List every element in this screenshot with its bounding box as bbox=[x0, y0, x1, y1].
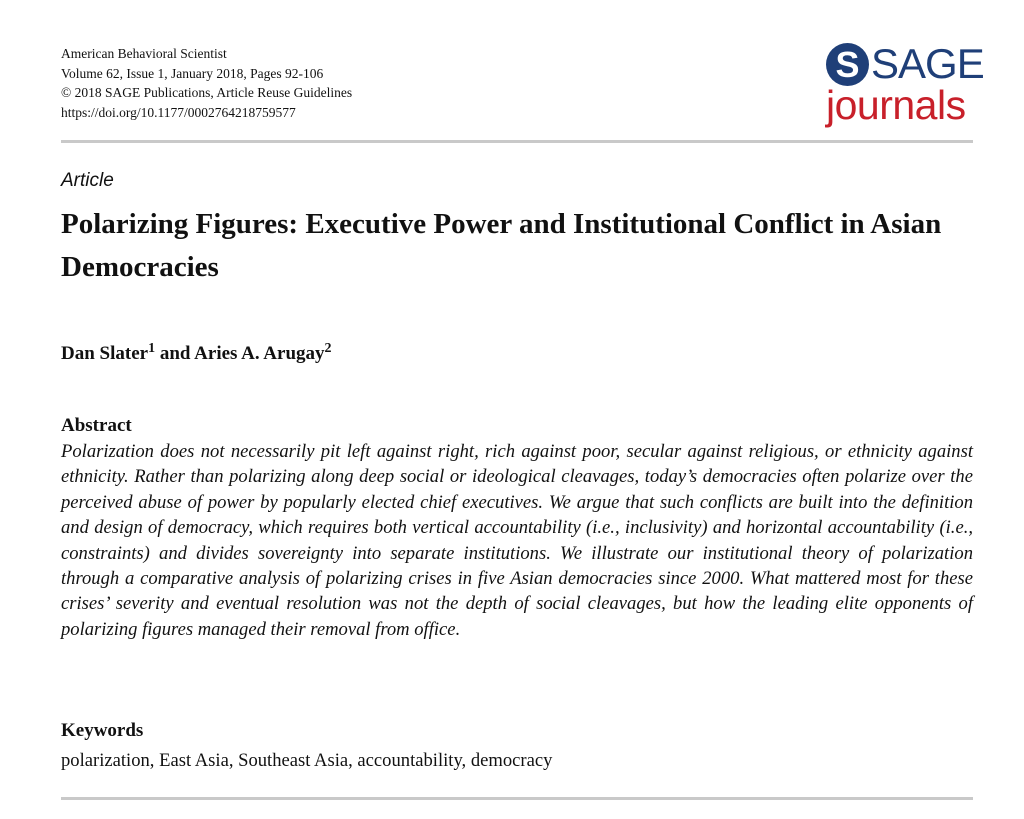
author-list bbox=[61, 340, 332, 368]
sage-circle-icon: S bbox=[826, 43, 869, 86]
article-title: Polarizing Figures: Executive Power and Institutional Conflict in Asian Democracies bbox=[61, 208, 942, 283]
article-type-label: Article bbox=[61, 170, 114, 191]
author-affiliation-marker[interactable]: 1 bbox=[148, 341, 156, 356]
journal-name: American Behavioral Scientist bbox=[61, 46, 227, 61]
journal-volume: Volume 62, Issue 1, January 2018, Pages 92-106 bbox=[61, 65, 324, 81]
abstract-text: Polarization does not necessarily pit left against right, rich against poor, secular against religious, or ethnicity against ethnicity. Rather than polarizing along deep social or ideological cleavages, today’s democracies often polarize over the perceived abuse of power by popularly elected chief executives. We argue that such conflicts are built into the definition and design of democracy, which requires both vertical accountability (i.e., inclusivity) and horizontal accountability (i.e., constraints) and divides sovereignty into separate institutions. We illustrate our institutional theory of polarization through a comparative analysis of polarizing crises in five Asian democracies since 2000. What mattered most for these crises’ severity and eventual resolution was not the depth of social cleavages, but how the leading elite opponents of polarizing figures managed their removal from office. bbox=[61, 441, 973, 640]
footer-divider bbox=[61, 797, 973, 800]
author-name[interactable]: Aries A. Arugay bbox=[194, 343, 325, 364]
doi-link[interactable]: https://doi.org/10.1177/0002764218759577 bbox=[61, 104, 296, 120]
keywords-text: polarization, East Asia, Southeast Asia, accountability, democracy bbox=[61, 750, 553, 771]
keywords-heading: Keywords bbox=[61, 720, 144, 741]
author-affiliation-marker[interactable]: 2 bbox=[324, 341, 332, 356]
journal-metadata bbox=[61, 44, 352, 122]
copyright-line: © 2018 SAGE Publications, Article Reuse Guidelines bbox=[61, 85, 353, 100]
header-divider bbox=[61, 140, 973, 143]
author-conjunction: and bbox=[159, 343, 191, 364]
author-name[interactable]: Dan Slater bbox=[61, 343, 149, 364]
sage-journals-logo[interactable] bbox=[826, 40, 984, 132]
logo-brand-top: SAGE bbox=[871, 40, 984, 87]
abstract-heading: Abstract bbox=[61, 415, 132, 436]
logo-brand-bottom: journals bbox=[826, 82, 966, 128]
